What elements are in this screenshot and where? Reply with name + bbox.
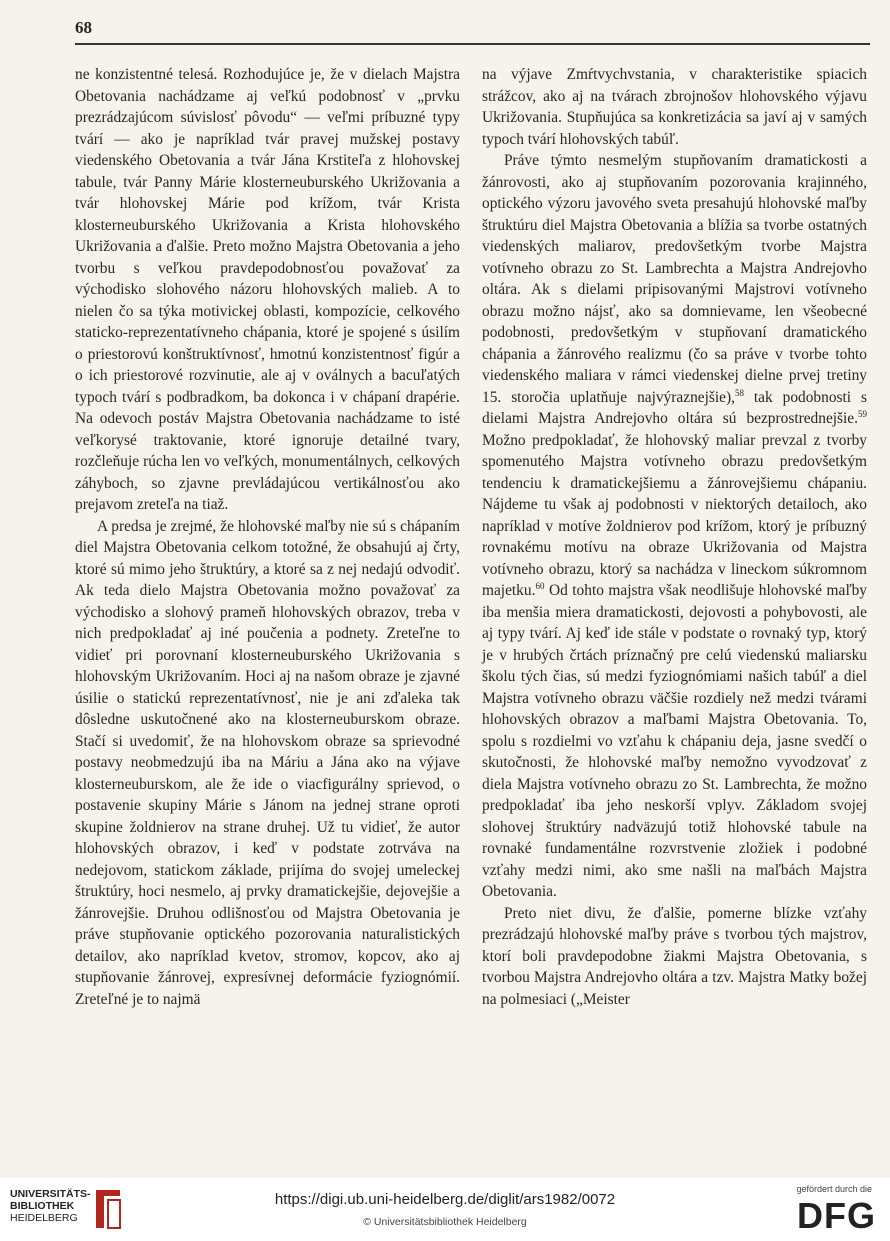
copyright-notice: © Universitätsbibliothek Heidelberg (363, 1216, 527, 1228)
dfg-logo: DFG (797, 1195, 876, 1236)
header-rule (75, 43, 870, 45)
footnote-ref[interactable]: 59 (858, 408, 867, 419)
footnote-ref[interactable]: 58 (734, 387, 744, 398)
funding-label: gefördert durch die (796, 1184, 872, 1194)
library-logo-text: UNIVERSITÄTS- BIBLIOTHEK HEIDELBERG (10, 1188, 91, 1224)
paragraph: ne konzistentné telesá. Rozhodujúce je, že v dielach Majstra Obetovania nachádzame aj veľkú podobnosť v „prvku prezrádzajúcom súvislosť pôvodu“ — veľmi príbuzné typy tvárí — ako je napríklad tvár pravej mužskej postavy viedenského Obetovania a tvár Jána Krstiteľa z hlohovskej tabule, tvár Panny Márie klosterneuburského Ukrižovania a tvár hlohovskej Márie pod krížom, tvár Krista klosterneuburského Ukrižovania a Krista hlohovského Ukrižovania a ďalšie. Preto možno Majstra Obetovania a jeho tvorbu s veľkou pravdepodobnosťou považovať za východisko slohového názoru hlohovských malieb. A to nielen čo sa týka motivickej oblasti, kompozície, celkového staticko-reprezentatívneho chápania, ktoré je spojené s úsilím o priestorovú konštruktívnosť, hmotnú konzistentnosť figúr a o ich priestorové rozvinutie, ale aj v oválnych a bacuľatých typoch tvárí s podbradkom, ba dokonca i v chápaní drapérie. Na odevoch postáv Majstra Obetovania nachádzame to isté veľkorysé traktovanie, ktoré ignoruje detailné tvary, rozčleňuje rúcha len vo veľkých, monumentálnych, celkových záhyboch, so zjavne prevládajúcou vertikálnosťou ako prejavom zreteľa na tiaž. (75, 66, 460, 513)
document-url[interactable]: https://digi.ub.uni-heidelberg.de/diglit/ars1982/0072 (274, 1191, 616, 1208)
right-column (482, 64, 867, 1010)
footer-bar (0, 1178, 890, 1241)
paragraph: na výjave Zmŕtvychvstania, v charakteristike spiacich strážcov, ako aj na tvárach zbrojnošov hlohovského výjavu Ukrižovania. Stupňujúca sa konkretizácia sa javí aj v samých typoch tvárí hlohovských tabúľ. (482, 66, 867, 148)
paragraph: A predsa je zrejmé, že hlohovské maľby nie sú s chápaním diel Majstra Obetovania celkom totožné, že obsahujú aj črty, ktoré sú mimo jeho štruktúry, a ktoré sa z nej nedajú odvodiť. Ak teda dielo Majstra Obetovania možno považovať za východisko a slohový prameň hlohovských obrazov, treba v nich predpokladať aj iné poučenia a podnety. Zreteľne to vidieť pri porovnaní klosterneuburského Ukrižovania s hlohovským Ukrižovaním. Hoci aj na našom obraze je zjavné úsilie o statickú reprezentatívnosť, nie je ani zďaleka tak dôsledne uskutočnené ako na klosterneuburskom obraze. Stačí si uvedomiť, že na hlohovskom obraze sa sprievodné postavy neobmedzujú iba na Máriu a Jána ako na výjave klosterneuburskom, ale že ide o viacfigurálny sprievod, o postavenie skupiny Márie s Jánom na jednej strane oproti skupine žoldnierov na strane druhej. Už tu vidieť, že autor hlohovských obrazov, i keď v podstate zotrváva na nedejovom, statickom základe, prijíma do svojej umeleckej štruktúry, hoci nesmelo, aj prvky dramatickejšie, dejovejšie a žánrovejšie. Druhou odlišnosťou od Majstra Obetovania je práve stupňovanie optického pozorovania naturalistických detailov, ako napríklad kvetov, stromov, kopcov, ako aj stupňovanie žánrovej, expresívnej deformácie fyziognómií. Zreteľné je to najmä (75, 517, 460, 1008)
left-column (75, 64, 460, 1010)
paragraph: Práve týmto nesmelým stupňovaním dramatickosti a žánrovosti, ako aj stupňovaním pozorovania krajinného, optického výzoru javového sveta presahujú hlohovské maľby štruktúru diel Majstra Obetovania a blížia sa tvorbe ostatných viedenských maliarov, predovšetkým tvorbe Majstra votívneho obrazu zo St. Lambrechta a Majstra Andrejovho oltára. Ak s dielami pripisovanými Majstrovi votívneho obrazu možno nájsť, ako sa domnievame, len všeobecné podobnosti, predovšetkým v stupňovaní dramatického chápania a žánrového realizmu (čo sa práve v tvorbe tohto viedenského maliara v rámci viedenskej dielne prvej tretiny 15. storočia uplatňuje najvýraznejšie),$^{58}$ tak podobnosti s dielami Majstra Andrejovho oltára sú bezprostrednejšie.$^{59}$ Možno predpokladať, že hlohovský maliar prevzal z tvorby spomenutého Majstra votívneho obrazu predovšetkým tendenciu k dramatickejšiemu a žánrovejšiemu chápaniu. Nájdeme tu však aj podobnosti v niektorých detailoch, ako napríklad v motíve žoldnierov pod krížom, ktorý je príbuzný rovnakému motívu na obraze Ukrižovania od Majstra votívneho obrazu, ktorý sa nachádza v lineckom súkromnom majetku.$^{60}$ Od tohto majstra však neodlišuje hlohovské maľby iba menšia miera dramatickosti, dejovosti a pohybovosti, ale aj typy tvárí. Aj keď ide stále v podstate o rovnaký typ, ktorý je v hrubých črtách príznačný pre celú viedenskú maliarsku školu tých čias, sú medzi fyziognómiami našich tabúľ a diel Majstra votívneho obrazu väčšie rozdiely než medzi tvárami hlohovských obrazov a maľbami Majstra Obetovania. To, spolu s rozdielmi vo vzťahu k chápaniu deja, jasne svedčí o skutočnosti, že hlohovské maľby nemožno vyvodzovať z diela Majstra votívneho obrazu zo St. Lambrechta, že možno predpokladať iba jeho neskorší vplyv. Základom svojej slohovej štruktúry nadväzujú totiž hlohovské tabule na rovnaké fundamentálne rozvrstvenie zložiek i podobné vzťahy medzi nimi, ako sme našli na maľbách Majstra Obetovania. (482, 152, 867, 900)
footnote-ref[interactable]: 60 (535, 580, 545, 591)
page-number: 68 (75, 18, 92, 37)
paragraph: Preto niet divu, že ďalšie, pomerne blízke vzťahy prezrádzajú hlohovské maľby práve s tvorbou tých majstrov, ktorí boli pravdepodobne žiakmi Majstra Obetovania, s tvorbou Majstra Andrejovho oltára a tzv. Majstra Matky božej na polmesiaci („Meister (482, 904, 867, 1008)
